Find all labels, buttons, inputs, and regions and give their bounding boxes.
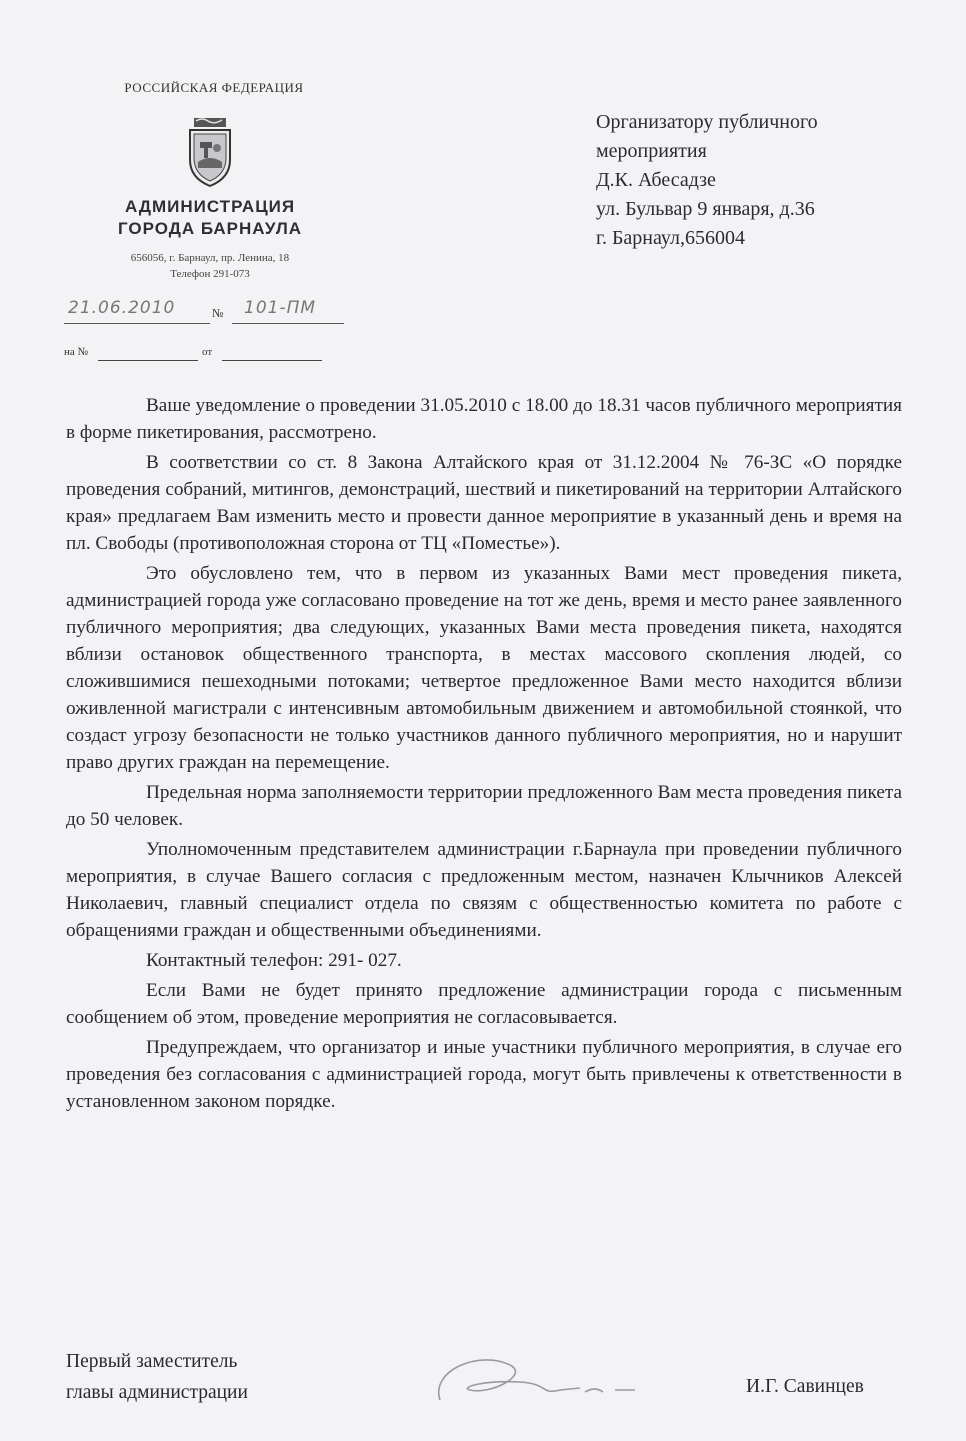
admin-title-line1: АДМИНИСТРАЦИЯ — [124, 197, 296, 216]
paragraph-disagreement: Если Вами не будет принято предложение администрации города с письменным сообщением об этом, проведение мероприятия не согласовывается. — [66, 980, 902, 1028]
admin-title — [60, 196, 360, 240]
signatory-name: И.Г. Савинцев — [746, 1376, 864, 1397]
registration-date: 21.06.2010 — [68, 298, 176, 318]
paragraph-warning: Предупреждаем, что организатор и иные участники публичного мероприятия, в случае его проведения без согласования с администрацией города, могут быть привлечены к ответственности в установленном законом порядке. — [66, 1037, 902, 1112]
letterhead-address — [60, 250, 360, 282]
number-underline — [232, 323, 344, 324]
signatory-position — [66, 1346, 248, 1408]
barnaul-coat-of-arms-icon — [180, 112, 240, 190]
paragraph-reasons: Это обусловлено тем, что в первом из указанных Вами мест проведения пикета, администрацией города уже согласовано проведение на тот же день, время и место ранее заявленного публичного мероприятия; два следующих, указанных Вами места проведения пикета, находятся вблизи остановок общественного транспорта, в местах массового скопления людей, со сложившимися пешеходными потоками; четвертое предложенное Вами место находится вблизи оживленной магистрали с интенсивным автомобильным движением и автомобильной стоянкой, что создаст угрозу безопасности не только участников данного публичного мероприятия, но и нарушит право других граждан на перемещение. — [66, 563, 902, 773]
letter-body — [66, 392, 902, 1118]
recipient-name: Д.К. Абесадзе — [596, 169, 716, 191]
registration-number-label: № — [212, 306, 224, 320]
admin-title-line2: ГОРОДА БАРНАУЛА — [117, 219, 303, 238]
registration-line — [64, 298, 344, 326]
paragraph-proposal: В соответствии со ст. 8 Закона Алтайского края от 31.12.2004 № 76-ЗС «О порядке проведения собраний, митингов, демонстраций, шествий и пикетирований на территории Алтайского края» предлагаем Вам изменить место и провести данное мероприятие в указанный день и время на пл. Свободы (противоположная сторона от ТЦ «Поместье»). — [66, 452, 902, 554]
paragraph-notification: Ваше уведомление о проведении 31.05.2010 с 18.00 до 18.31 часов публичного мероприятия в форме пикетирования, рассмотрено. — [66, 395, 902, 443]
recipient-city: г. Барнаул,656004 — [596, 227, 745, 249]
position-line: главы администрации — [66, 1382, 248, 1403]
paragraph-capacity: Предельная норма заполняемости территории предложенного Вам места проведения пикета до 50 человек. — [66, 782, 902, 830]
ref-date-underline — [222, 360, 322, 361]
recipient-line: мероприятия — [596, 140, 707, 162]
position-line: Первый заместитель — [66, 1351, 238, 1372]
handwritten-signature — [420, 1340, 660, 1420]
phone-line: Телефон 291-073 — [170, 268, 250, 280]
recipient-street: ул. Бульвар 9 января, д.36 — [596, 198, 815, 220]
registration-number: 101-ПМ — [244, 298, 317, 318]
paragraph-representative: Уполномоченным представителем администрации г.Барнаула при проведении публичного мероприятия, в случае Вашего согласия с предложенным местом, назначен Клычников Алексей Николаевич, главный специалист отдела по связям с общественностью комитета по работе с обращениями граждан и общественными объединениями. — [66, 839, 902, 941]
paragraph-contact-phone: Контактный телефон: 291- 027. — [146, 950, 402, 971]
ref-number-underline — [98, 360, 198, 361]
address-line: 656056, г. Барнаул, пр. Ленина, 18 — [130, 252, 290, 264]
ref-from-label: от — [202, 346, 213, 358]
reference-line — [64, 344, 334, 364]
letterhead — [60, 80, 360, 282]
recipient-line: Организатору публичного — [596, 111, 818, 133]
recipient-block — [596, 108, 916, 253]
ref-number-label: на № — [64, 346, 89, 358]
federation-label: РОССИЙСКАЯ ФЕДЕРАЦИЯ — [124, 80, 304, 95]
date-underline — [64, 323, 210, 324]
